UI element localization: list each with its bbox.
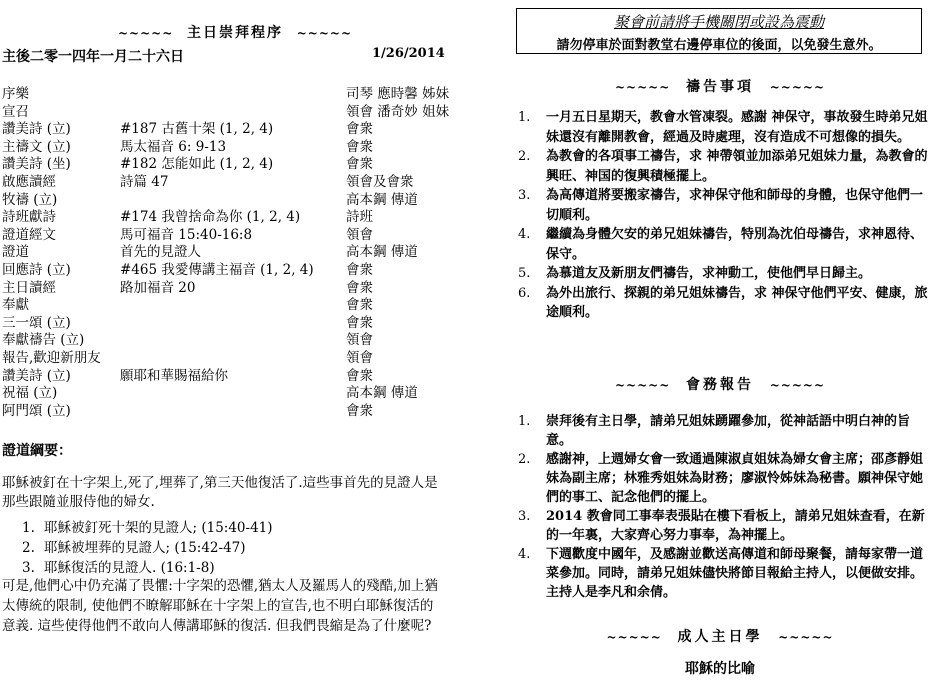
ornament-left: ~~~~~	[117, 26, 174, 40]
list-item: 1. 耶穌被釘死十架的見證人; (15:40-41)	[22, 520, 273, 536]
church-news-list	[518, 412, 930, 602]
program-item: 回應詩 (立)	[2, 261, 71, 278]
program-item: 讚美詩 (坐)	[2, 156, 71, 173]
program-item: 讚美詩 (立)	[2, 367, 71, 384]
program-person: 司琴 應時馨 姊妹	[346, 86, 450, 102]
program-row	[2, 276, 462, 294]
ornament-left: ~~~~~	[606, 630, 662, 644]
program-person: 會衆	[346, 402, 373, 419]
program-row	[2, 381, 462, 402]
program-item: 宣召	[2, 103, 29, 120]
sermon-outline-heading: 證道綱要：	[2, 443, 72, 459]
program-person: 會衆	[346, 156, 373, 173]
program-item: 詩班獻詩	[2, 209, 56, 226]
program-detail: 詩篇 47	[120, 173, 169, 190]
program-item: 阿門頌 (立)	[2, 402, 71, 419]
list-item: 5. 為慕道友及新朋友們禱告，求神動工，使他們早日歸主。	[518, 266, 872, 281]
program-person: 會衆	[346, 138, 373, 155]
program-person: 領會及會衆	[346, 173, 414, 190]
program-row	[2, 170, 462, 188]
ornament-left: ~~~~~	[614, 80, 671, 94]
sermon-outline-conclusion: 可是,他們心中仍充滿了畏懼:十字架的恐懼,猶太人及羅馬人的殘酷,加上猶太傳統的限制, 使他們不瞭解耶穌在十字架上的宣告,也不明白耶穌復活的意義. 這些使得他們不敢向人傳講耶穌的復活. 但我們畏縮是為了什麼呢?	[2, 578, 438, 634]
list-item: 3. 2014 教會同工事奉表張貼在樓下看板上，請弟兄姐妹查看，在新的一年裏，大家齊心努力事奉，為神擺上。	[518, 509, 925, 543]
program-title-line	[0, 22, 470, 42]
program-person: 領會 潘奇妙 姐妹	[346, 103, 450, 120]
program-item: 牧禱 (立)	[2, 191, 58, 208]
program-detail: 路加福音 20	[120, 279, 196, 296]
ornament-left: ~~~~~	[614, 378, 671, 392]
list-item: 4. 繼續為身體欠安的弟兄姐妹禱告，特別為沈伯母禱告，求神恩待、保守。	[518, 227, 924, 262]
program-detail: #174 我曾捨命為你 (1, 2, 4)	[120, 209, 301, 226]
program-row	[2, 399, 462, 417]
ornament-right: ~~~~~	[769, 378, 826, 392]
date-long: 主後二零一四年一月二十六日	[2, 49, 184, 65]
list-item: 3. 耶穌復活的見證人. (16:1-8)	[22, 560, 215, 576]
right-column	[500, 0, 940, 700]
program-person: 高本鋼 傳道	[346, 244, 418, 261]
program-person: 詩班	[346, 209, 373, 226]
church-news-section-title	[500, 374, 940, 394]
program-person: 會衆	[346, 121, 373, 138]
program-person: 領會	[346, 226, 373, 243]
program-person: 會衆	[346, 314, 373, 331]
program-item: 三一頌 (立)	[2, 314, 71, 331]
program-detail: #465 我愛傳講主福音 (1, 2, 4)	[120, 261, 314, 278]
program-person: 會衆	[346, 261, 373, 278]
program-item: 祝福 (立)	[2, 385, 58, 402]
ornament-right: ~~~~~	[769, 80, 826, 94]
list-item: 6. 為外出旅行、探親的弟兄姐妹禱告，求 神保守他們平安、健康，旅途順利。	[518, 285, 928, 320]
program-item: 啟應讀經	[2, 173, 56, 190]
program-item: 報告,歡迎新朋友	[2, 349, 101, 366]
adult-school-section-title	[500, 626, 940, 646]
notice-sub: 請勿停車於面對教堂右邊停車位的後面，以免發生意外。	[556, 38, 882, 53]
list-item: 2. 耶穌被埋葬的見證人; (15:42-47)	[22, 540, 246, 556]
program-detail: 馬可福音 15:40-16:8	[120, 226, 253, 243]
program-person: 高本鋼 傳道	[346, 385, 418, 402]
ornament-right: ~~~~~	[296, 26, 353, 40]
program-row	[2, 258, 462, 276]
program-person: 領會	[346, 332, 373, 349]
list-item: 4. 下週歡度中國年，及感謝並歡送高傳道和師母聚餐，請每家帶一道菜參加。同時，請弟兄姐妹儘快將節目報給主持人，以便做安排。主持人是李凡和余倩。	[518, 547, 924, 600]
list-item: 2. 為教會的各項事工禱告，求 神帶領並加添弟兄姐妹力量，為教會的興旺、神国的復興積極擺上。	[518, 149, 928, 184]
sermon-outline-intro: 耶穌被釘在十字架上,死了,埋葬了,第三天他復活了.這些事首先的見證人是那些跟隨並服侍他的婦女.	[2, 475, 438, 510]
prayer-title: 禱告事項	[686, 79, 754, 95]
adult-school-title: 成人主日學	[677, 629, 763, 645]
program-row	[2, 328, 462, 349]
prayer-list	[518, 108, 930, 323]
program-row	[2, 346, 462, 364]
adult-school-subtitle: 耶穌的比喻	[685, 661, 755, 677]
program-item: 證道	[2, 244, 29, 261]
program-detail: 願耶和華賜福給你	[120, 367, 228, 384]
ornament-right: ~~~~~	[778, 630, 834, 644]
program-row	[2, 188, 462, 206]
list-item: 3. 為高傳道將要搬家禱告，求神保守他和師母的身體，也保守他們一切順利。	[518, 188, 924, 223]
program-row	[2, 82, 462, 100]
list-item: 1. 崇拜後有主日學，請弟兄姐妹踴躍參加，從神話語中明白神的旨意。	[518, 414, 911, 448]
program-item: 奉獻	[2, 297, 29, 314]
notice-box	[516, 8, 922, 54]
prayer-section-title	[500, 76, 940, 96]
church-news-title: 會務報告	[686, 377, 754, 393]
date-short: 1/26/2014	[372, 46, 445, 61]
program-detail: #187 古舊十架 (1, 2, 4)	[120, 121, 274, 138]
program-row	[2, 205, 462, 226]
program-row	[2, 117, 462, 138]
notice-main: 聚會前請將手機關閉或設為震動	[613, 13, 824, 31]
program-row	[2, 311, 462, 329]
program-row	[2, 364, 462, 382]
program-person: 會衆	[346, 279, 373, 296]
program-person: 會衆	[346, 367, 373, 384]
program-detail: 首先的見證人	[120, 244, 201, 261]
program-person: 會衆	[346, 297, 373, 314]
program-item: 證道經文	[2, 226, 56, 243]
list-item: 1. 一月五日星期天，教會水管凍裂。感謝 神保守，事故發生時弟兄姐妹還沒有離開教會，經過及時處理，沒有造成不可想像的損失。	[518, 110, 928, 145]
program-item: 序樂	[2, 86, 29, 102]
worship-program	[2, 82, 462, 419]
program-person: 領會	[346, 349, 373, 366]
program-row	[2, 240, 462, 261]
list-item: 2. 感謝神，上週婦女會一致通過陳淑貞姐妹為婦女會主席；邵彥靜姐妹為副主席；林雅秀姐妹為財務；廖淑怜姊妹為秘書。願神保守她們的事工、記念他們的擺上。	[518, 452, 924, 505]
program-row	[2, 223, 462, 241]
program-item: 讚美詩 (立)	[2, 121, 71, 138]
program-detail: 馬太福音 6: 9-13	[120, 138, 227, 155]
program-row	[2, 135, 462, 153]
program-detail: #182 怎能如此 (1, 2, 4)	[120, 156, 274, 173]
program-row	[2, 293, 462, 314]
date-row	[2, 46, 445, 66]
program-item: 主日讀經	[2, 279, 56, 296]
program-row	[2, 152, 462, 173]
program-item: 主禱文 (立)	[2, 138, 71, 155]
sermon-outline-list	[22, 518, 452, 578]
program-row	[2, 100, 462, 118]
program-item: 奉獻禱告 (立)	[2, 332, 85, 349]
program-title: 主日崇拜程序	[187, 25, 283, 41]
program-person: 高本鋼 傳道	[346, 191, 418, 208]
